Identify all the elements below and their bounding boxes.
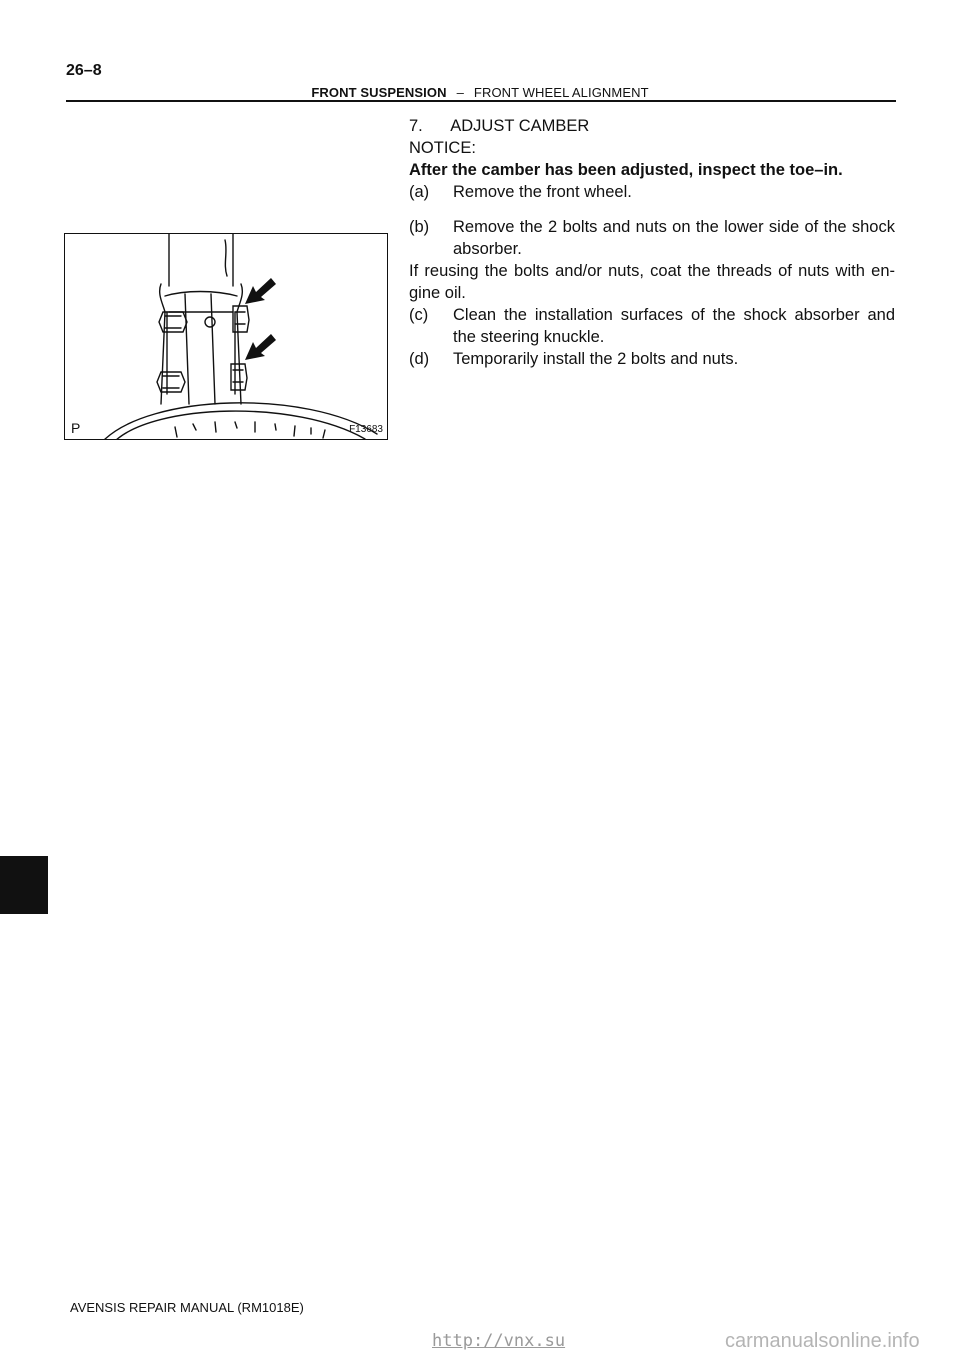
subsection-title: FRONT WHEEL ALIGNMENT [473, 85, 649, 100]
section-title: FRONT SUSPENSION [311, 85, 447, 100]
footer-manual-title: AVENSIS REPAIR MANUAL (RM1018E) [70, 1300, 304, 1315]
shock-absorber-illustration [65, 234, 388, 440]
page-number: 26–8 [66, 62, 102, 79]
note-text: If reusing the bolts and/or nuts, coat the threads of nuts with en-gine oil. [409, 262, 895, 302]
figure-code: F13683 [349, 424, 383, 435]
item-text: Temporarily install the 2 bolts and nuts. [453, 350, 739, 368]
item-label: (b) [409, 218, 430, 236]
procedure-content [409, 115, 895, 370]
item-label: (c) [409, 306, 429, 324]
header-title [0, 85, 960, 100]
list-item [409, 348, 895, 370]
watermark-link[interactable]: http://vnx.su [432, 1331, 566, 1351]
item-text: Clean the installation surfaces of the shock absorber and the steering knuckle. [453, 306, 895, 346]
step-title: 7. ADJUST CAMBER [409, 117, 590, 135]
notice-text: After the camber has been adjusted, inspect the toe–in. [409, 161, 843, 179]
arrow-pointer-icon [245, 278, 276, 360]
item-text: Remove the 2 bolts and nuts on the lower side of the shock absorber. [453, 218, 895, 258]
item-text: Remove the front wheel. [453, 183, 632, 201]
item-label: (d) [409, 350, 430, 368]
section-tab-marker [0, 856, 48, 914]
list-item [409, 216, 895, 260]
figure-shock-absorber [64, 233, 388, 440]
list-item [409, 181, 895, 203]
header-separator: – [456, 85, 464, 100]
item-label: (a) [409, 183, 430, 201]
notice-label: NOTICE: [409, 139, 476, 157]
list-item [409, 304, 895, 348]
figure-label-letter: P [71, 420, 81, 436]
header-rule [66, 100, 896, 102]
watermark-site: carmanualsonline.info [725, 1330, 920, 1352]
